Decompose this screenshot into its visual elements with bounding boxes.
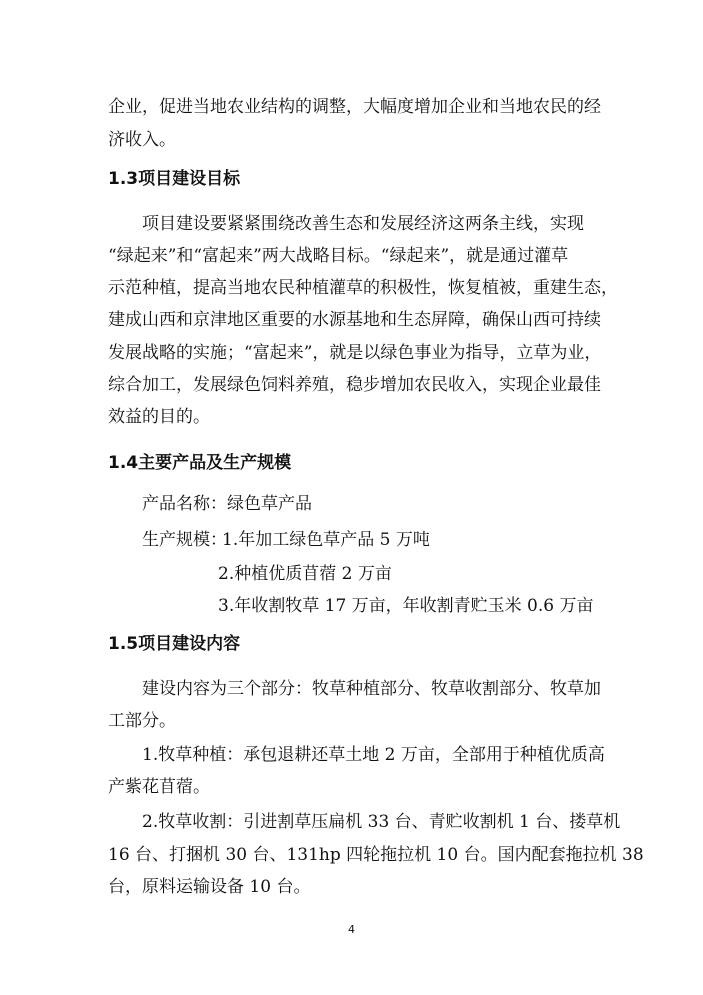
s15-line-5: 2.牧草收割：引进割草压扁机 33 台、青贮收割机 1 台、搂草机 — [142, 812, 621, 832]
scale-item-1: 1.年加工绿色草产品 5 万吨 — [222, 530, 430, 550]
intro-line-1: 企业，促进当地农业结构的调整，大幅度增加企业和当地农民的经 — [108, 97, 601, 117]
s15-line-4: 产紫花苜蓿。 — [108, 777, 210, 797]
s13-line-7: 效益的目的。 — [108, 407, 210, 427]
section-1-3-heading: 1.3项目建设目标 — [108, 169, 241, 189]
product-name-line: 产品名称：绿色草产品 — [142, 494, 312, 514]
section-1-5-heading: 1.5项目建设内容 — [108, 634, 241, 654]
s13-line-3: 示范种植，提高当地农民种植灌草的积极性，恢复植被，重建生态， — [108, 278, 618, 298]
s15-line-6: 16 台、打捆机 30 台、131hp 四轮拖拉机 10 台。国内配套拖拉机 38 — [108, 845, 644, 865]
s13-line-5: 发展战略的实施；“富起来”，就是以绿色事业为指导，立草为业， — [108, 343, 602, 363]
intro-line-2: 济收入。 — [108, 130, 176, 150]
s15-line-1: 建设内容为三个部分：牧草种植部分、牧草收割部分、牧草加 — [142, 679, 601, 699]
s15-line-7: 台，原料运输设备 10 台。 — [108, 877, 311, 897]
scale-label: 生产规模： — [142, 530, 227, 550]
scale-item-2: 2.种植优质苜蓿 2 万亩 — [218, 564, 392, 584]
s15-line-3: 1.牧草种植：承包退耕还草土地 2 万亩，全部用于种植优质高 — [142, 745, 605, 765]
s13-line-6: 综合加工，发展绿色饲料养殖，稳步增加农民收入，实现企业最佳 — [108, 375, 601, 395]
scale-item-3: 3.年收割牧草 17 万亩，年收割青贮玉米 0.6 万亩 — [218, 596, 594, 616]
s13-line-2: “绿起来”和“富起来”两大战略目标。“绿起来”，就是通过灌草 — [108, 246, 569, 266]
s15-line-2: 工部分。 — [108, 711, 176, 731]
s13-line-4: 建成山西和京津地区重要的水源基地和生态屏障，确保山西可持续 — [108, 310, 601, 330]
page-number: 4 — [348, 923, 355, 936]
s13-line-1: 项目建设要紧紧围绕改善生态和发展经济这两条主线，实现 — [142, 214, 584, 234]
section-1-4-heading: 1.4主要产品及生产规模 — [108, 453, 292, 473]
